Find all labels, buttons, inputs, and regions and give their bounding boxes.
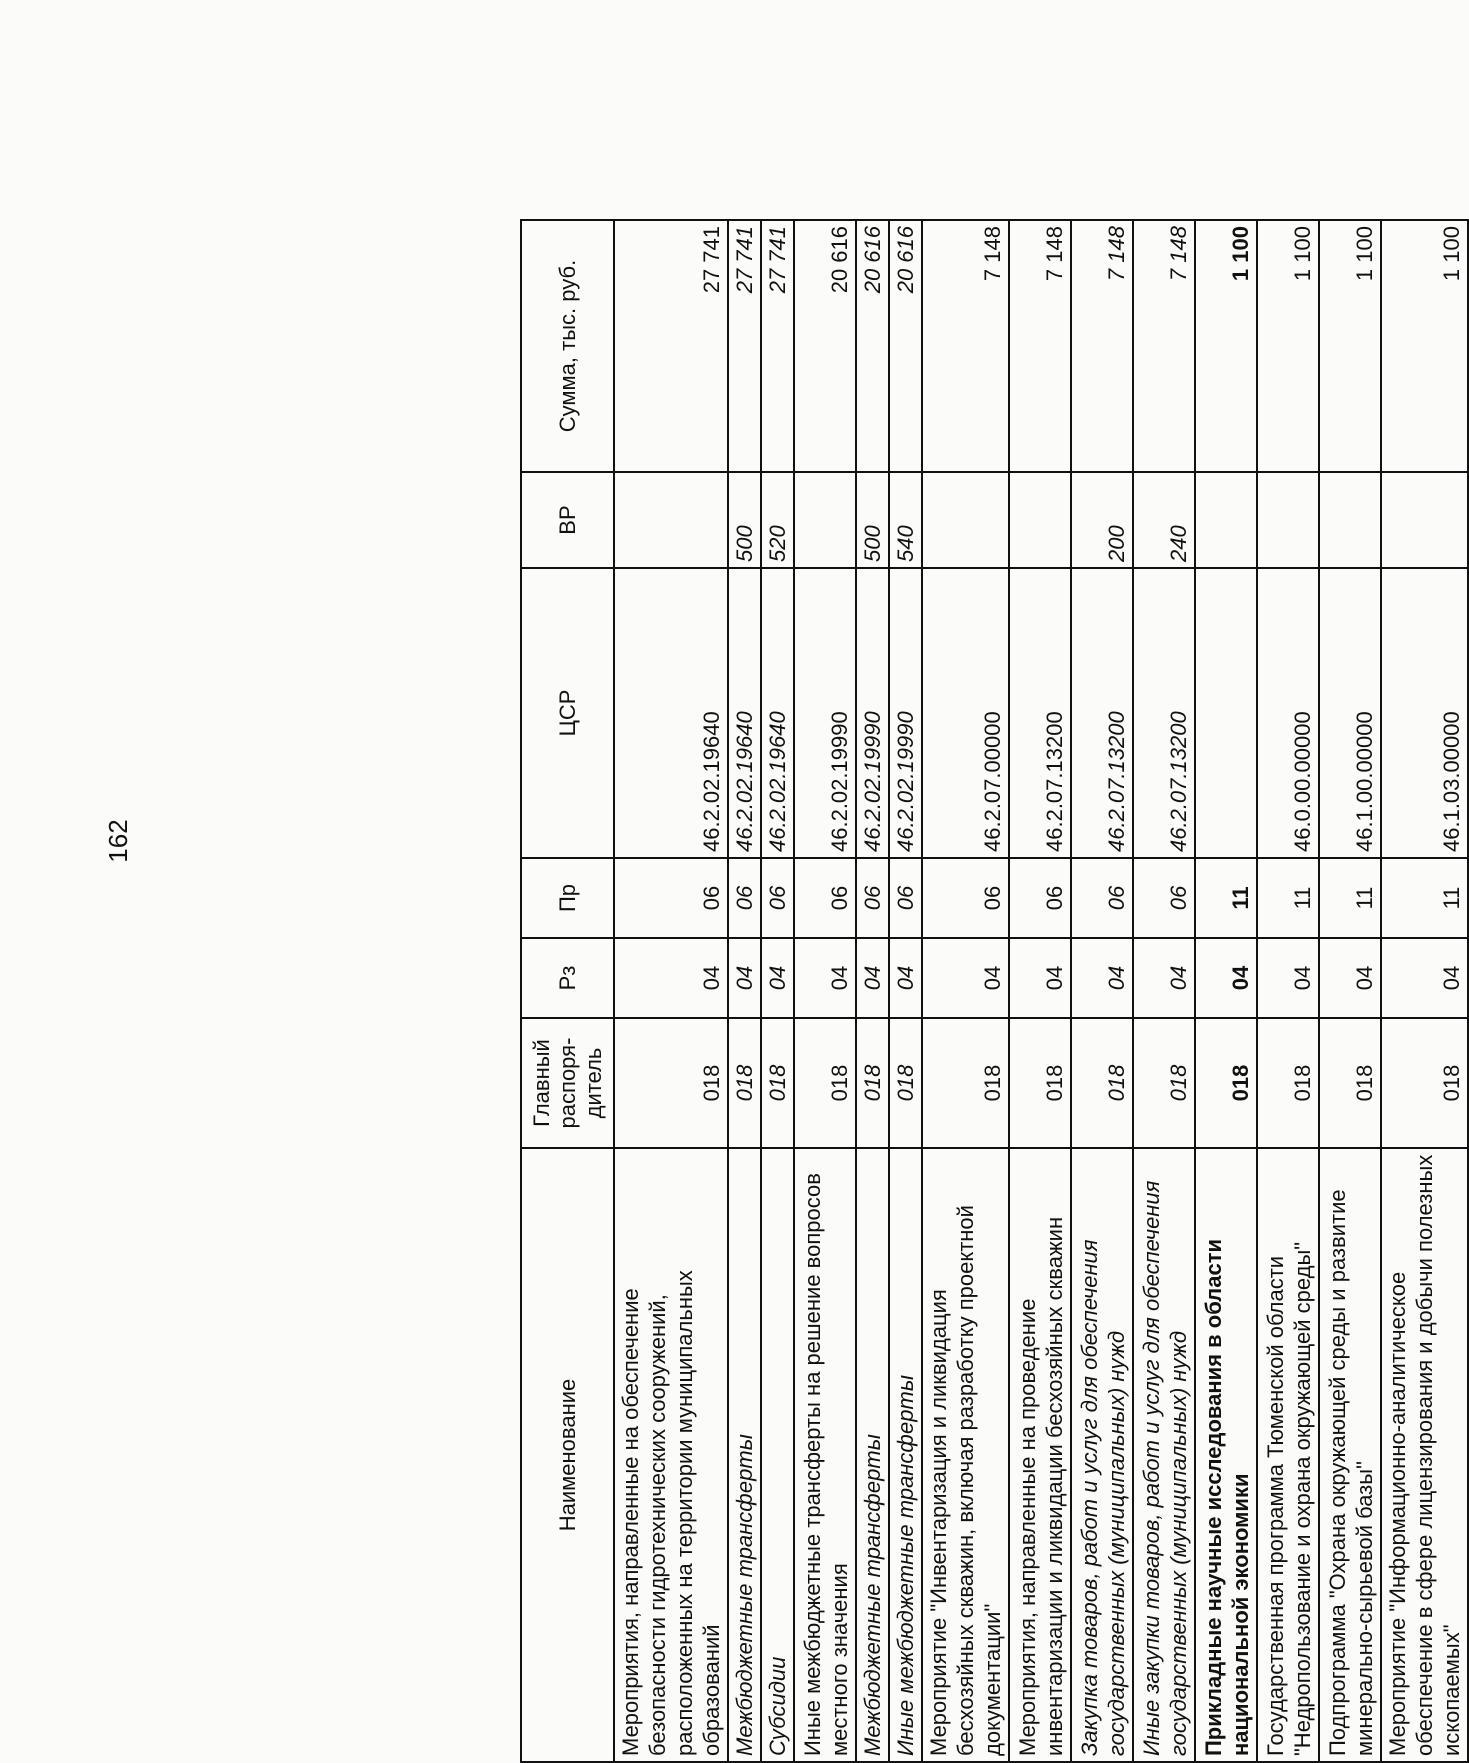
cell-glav: 018 [1381, 1018, 1468, 1148]
cell-sum: 7 148 [1071, 220, 1133, 472]
cell-csr: 46.2.07.13200 [1009, 568, 1071, 858]
cell-rz: 04 [1071, 938, 1133, 1018]
header-pr: Пр [521, 858, 614, 938]
cell-pr: 06 [728, 858, 761, 938]
cell-rz: 04 [1133, 938, 1195, 1018]
table-row [889, 220, 922, 1762]
cell-sum: 1 100 [1319, 220, 1381, 472]
cell-rz: 04 [889, 938, 922, 1018]
cell-rz: 04 [1381, 938, 1468, 1018]
cell-vr: 240 [1133, 472, 1195, 568]
table-row [794, 220, 856, 1762]
cell-name: Мероприятия, направленные на обеспечение безопасности гидротехнических сооружений, расположенных на территории муниципальных образований [614, 1148, 728, 1762]
cell-pr: 06 [922, 858, 1009, 938]
cell-pr: 06 [1009, 858, 1071, 938]
cell-sum: 7 148 [1133, 220, 1195, 472]
table-row [728, 220, 761, 1762]
cell-pr: 06 [794, 858, 856, 938]
cell-name: Мероприятие "Информационно-аналитическое обеспечение в сфере лицензирования и добычи полезных ископаемых" [1381, 1148, 1468, 1762]
cell-csr: 46.2.02.19990 [856, 568, 889, 858]
cell-name: Межбюджетные трансферты [728, 1148, 761, 1762]
cell-csr: 46.1.00.00000 [1319, 568, 1381, 858]
table-row [1319, 220, 1381, 1762]
cell-vr: 540 [889, 472, 922, 568]
cell-glav: 018 [1071, 1018, 1133, 1148]
cell-csr: 46.2.02.19990 [794, 568, 856, 858]
cell-sum: 7 148 [922, 220, 1009, 472]
cell-pr: 11 [1381, 858, 1468, 938]
cell-glav: 018 [614, 1018, 728, 1148]
cell-csr: 46.2.07.00000 [922, 568, 1009, 858]
cell-rz: 04 [794, 938, 856, 1018]
page-number: 162 [103, 819, 133, 863]
cell-sum: 1 100 [1257, 220, 1319, 472]
cell-rz: 04 [728, 938, 761, 1018]
cell-vr [1319, 472, 1381, 568]
cell-vr [922, 472, 1009, 568]
cell-name: Иные закупки товаров, работ и услуг для обеспечения государственных (муниципальных) нужд [1133, 1148, 1195, 1762]
cell-name: Прикладные научные исследования в области национальной экономики [1195, 1148, 1257, 1762]
cell-csr: 46.2.07.13200 [1071, 568, 1133, 858]
cell-vr [1257, 472, 1319, 568]
cell-name: Мероприятие "Инвентаризация и ликвидация бесхозяйных скважин, включая разработку проектной документации" [922, 1148, 1009, 1762]
table-row [1195, 220, 1257, 1762]
cell-glav: 018 [761, 1018, 794, 1148]
cell-sum: 27 741 [761, 220, 794, 472]
table-row [1257, 220, 1319, 1762]
cell-csr: 46.2.02.19640 [761, 568, 794, 858]
budget-table-stage [520, 221, 1464, 1763]
cell-pr: 06 [1133, 858, 1195, 938]
cell-vr [1009, 472, 1071, 568]
cell-pr: 06 [614, 858, 728, 938]
cell-rz: 04 [761, 938, 794, 1018]
cell-csr: 46.2.07.13200 [1133, 568, 1195, 858]
cell-csr: 46.0.00.00000 [1257, 568, 1319, 858]
cell-sum: 1 100 [1195, 220, 1257, 472]
cell-glav: 018 [1133, 1018, 1195, 1148]
cell-glav: 018 [1195, 1018, 1257, 1148]
cell-rz: 04 [1257, 938, 1319, 1018]
cell-name: Мероприятия, направленные на проведение инвентаризации и ликвидации бесхозяйных скважин [1009, 1148, 1071, 1762]
cell-sum: 20 616 [856, 220, 889, 472]
header-sum: Сумма, тыс. руб. [521, 220, 614, 472]
budget-table [520, 219, 1469, 1763]
cell-rz: 04 [614, 938, 728, 1018]
cell-vr: 500 [856, 472, 889, 568]
cell-vr [794, 472, 856, 568]
cell-vr: 520 [761, 472, 794, 568]
cell-vr [1381, 472, 1468, 568]
cell-pr: 11 [1319, 858, 1381, 938]
cell-sum: 7 148 [1009, 220, 1071, 472]
cell-rz: 04 [856, 938, 889, 1018]
table-row [922, 220, 1009, 1762]
cell-pr: 06 [856, 858, 889, 938]
cell-glav: 018 [1319, 1018, 1381, 1148]
cell-glav: 018 [889, 1018, 922, 1148]
table-row [761, 220, 794, 1762]
cell-sum: 1 100 [1381, 220, 1468, 472]
cell-sum: 27 741 [728, 220, 761, 472]
cell-name: Иные межбюджетные трансферты на решение вопросов местного значения [794, 1148, 856, 1762]
table-row [856, 220, 889, 1762]
cell-rz: 04 [922, 938, 1009, 1018]
cell-glav: 018 [728, 1018, 761, 1148]
header-csr: ЦСР [521, 568, 614, 858]
cell-vr: 200 [1071, 472, 1133, 568]
cell-vr [614, 472, 728, 568]
cell-rz: 04 [1195, 938, 1257, 1018]
table-row [1071, 220, 1133, 1762]
cell-pr: 11 [1257, 858, 1319, 938]
cell-glav: 018 [1009, 1018, 1071, 1148]
cell-csr: 46.2.02.19990 [889, 568, 922, 858]
cell-vr [1195, 472, 1257, 568]
cell-rz: 04 [1319, 938, 1381, 1018]
cell-sum: 27 741 [614, 220, 728, 472]
cell-rz: 04 [1009, 938, 1071, 1018]
table-row [1133, 220, 1195, 1762]
header-rz: Рз [521, 938, 614, 1018]
table-row [1009, 220, 1071, 1762]
cell-glav: 018 [794, 1018, 856, 1148]
table-body [614, 220, 1468, 1762]
table-row [614, 220, 728, 1762]
cell-name: Подпрограмма "Охрана окружающей среды и развитие минерально-сырьевой базы" [1319, 1148, 1381, 1762]
cell-csr [1195, 568, 1257, 858]
cell-csr: 46.2.02.19640 [728, 568, 761, 858]
cell-name: Субсидии [761, 1148, 794, 1762]
table-row [1381, 220, 1468, 1762]
cell-sum: 20 616 [889, 220, 922, 472]
header-glav: Главный распоря-дитель [521, 1018, 614, 1148]
cell-sum: 20 616 [794, 220, 856, 472]
cell-pr: 06 [1071, 858, 1133, 938]
cell-name: Иные межбюджетные трансферты [889, 1148, 922, 1762]
cell-vr: 500 [728, 472, 761, 568]
cell-pr: 11 [1195, 858, 1257, 938]
cell-csr: 46.2.02.19640 [614, 568, 728, 858]
cell-name: Государственная программа Тюменской области "Недропользование и охрана окружающей среды" [1257, 1148, 1319, 1762]
header-row [521, 220, 614, 1762]
header-name: Наименование [521, 1148, 614, 1762]
cell-csr: 46.1.03.00000 [1381, 568, 1468, 858]
cell-glav: 018 [922, 1018, 1009, 1148]
header-vr: ВР [521, 472, 614, 568]
cell-name: Закупка товаров, работ и услуг для обеспечения государственных (муниципальных) нужд [1071, 1148, 1133, 1762]
cell-pr: 06 [889, 858, 922, 938]
cell-glav: 018 [1257, 1018, 1319, 1148]
cell-glav: 018 [856, 1018, 889, 1148]
cell-pr: 06 [761, 858, 794, 938]
cell-name: Межбюджетные трансферты [856, 1148, 889, 1762]
